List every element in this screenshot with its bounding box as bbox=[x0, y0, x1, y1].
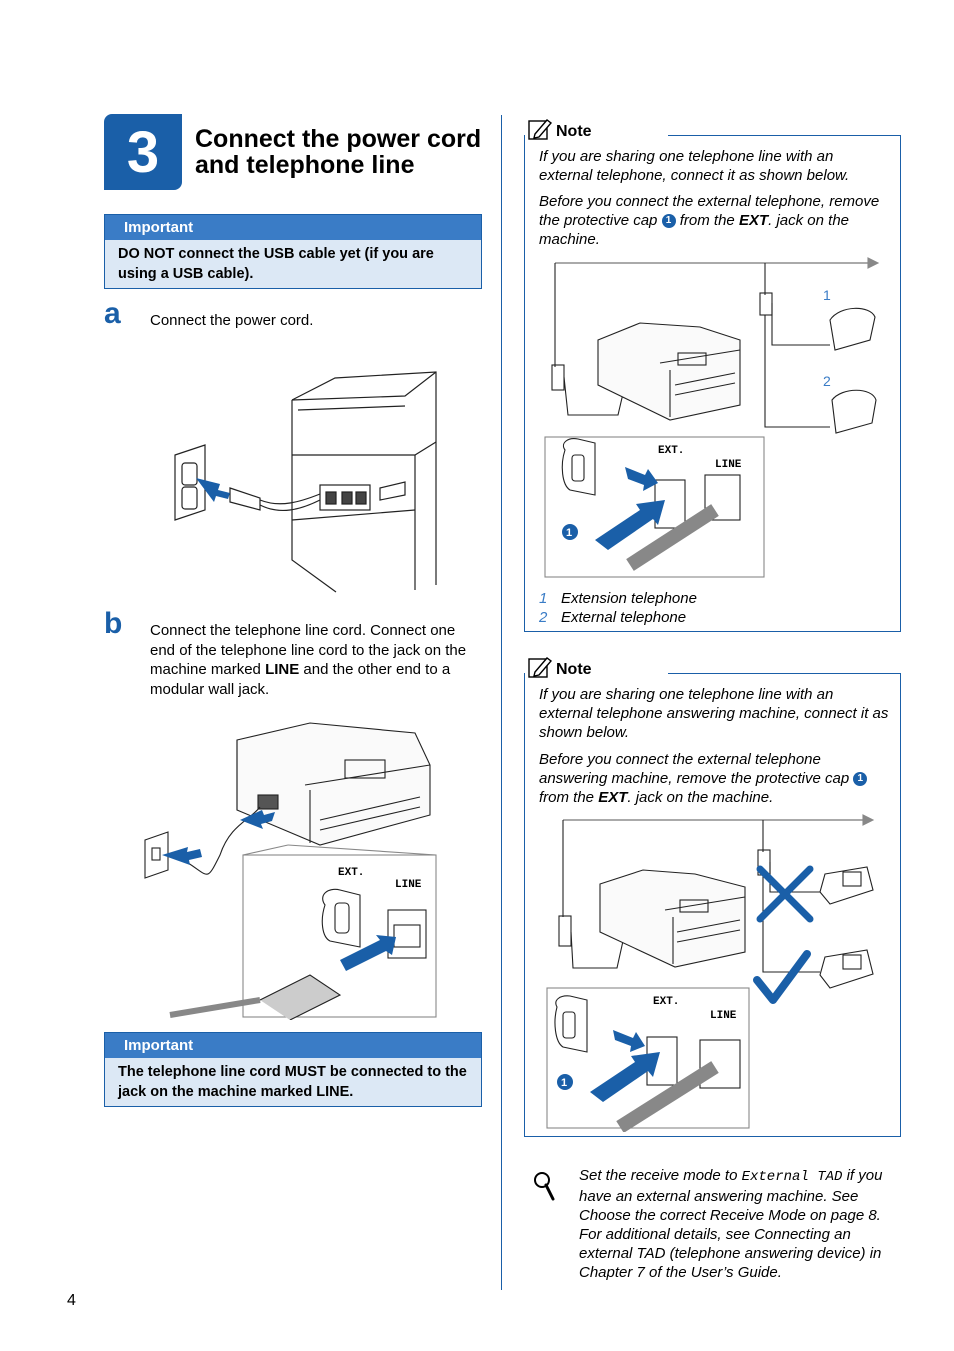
substep-letter-b: b bbox=[104, 607, 123, 640]
important-box-usb bbox=[104, 214, 482, 289]
callout-external-telephone: 2 bbox=[823, 373, 831, 389]
substep-b-text-part1: Connect the telephone line cord. Connect one end of the telephone line cord to the jack on the machine marked bbox=[150, 622, 467, 678]
legend-text: Extension telephone bbox=[561, 590, 697, 607]
column-divider bbox=[501, 115, 502, 1290]
note-para-2-part3: . jack on the machine. bbox=[627, 789, 774, 806]
tip-receive-mode: External TAD bbox=[741, 1169, 843, 1185]
figure-legend bbox=[539, 589, 697, 627]
callout-1-icon: 1 bbox=[662, 214, 676, 228]
note-para-2 bbox=[539, 750, 889, 807]
substep-b-text-part2: and the other end to a modular wall jack. bbox=[150, 661, 451, 698]
substep-a-text: Connect the power cord. bbox=[150, 312, 314, 329]
note-label: Note bbox=[556, 123, 592, 140]
legend-text: External telephone bbox=[561, 609, 687, 626]
important-text: The telephone line cord MUST be connected to the jack on the machine marked LINE. bbox=[118, 1064, 467, 1100]
important-box-line bbox=[104, 1032, 482, 1107]
svg-text:1: 1 bbox=[566, 527, 573, 539]
telephone-line-illustration bbox=[140, 715, 440, 1020]
step-number-badge: 3 bbox=[104, 114, 182, 190]
note-ext-bold: EXT bbox=[738, 212, 769, 229]
tip-text-part1: Set the receive mode to bbox=[579, 1167, 742, 1184]
answering-machine-diagram bbox=[545, 812, 880, 1132]
legend-number: 1 bbox=[539, 590, 548, 607]
substep-letter-a: a bbox=[104, 297, 121, 330]
important-text: DO NOT connect the USB cable yet (if you are using a USB cable). bbox=[118, 246, 434, 282]
ext-jack-label: EXT. bbox=[658, 445, 685, 457]
important-heading: Important bbox=[105, 215, 481, 240]
step-title: Connect the power cord and telephone line bbox=[195, 125, 482, 179]
tip-text bbox=[579, 1166, 889, 1282]
note-para-2-part1: Before you connect the external telephone, remove the protective cap bbox=[539, 193, 880, 229]
line-jack-label: LINE bbox=[710, 1010, 737, 1022]
tip-text-part2: if you have an external answering machine. See Choose the correct Receive Mode on page 8. For additional details, see Connecting an external TAD (telephone answering device) in Chapter 7 of the User’s Guide. bbox=[579, 1167, 883, 1281]
page-number: 4 bbox=[67, 1292, 76, 1309]
note-para-2-part1: Before you connect the external telephone answering machine, remove the protective cap bbox=[539, 751, 854, 787]
note-label: Note bbox=[556, 661, 592, 678]
line-jack-label: LINE bbox=[395, 879, 422, 891]
power-cord-illustration bbox=[170, 360, 440, 595]
legend-number: 2 bbox=[539, 609, 548, 626]
legend-item bbox=[539, 608, 697, 627]
important-heading: Important bbox=[105, 1033, 481, 1058]
magnifier-icon bbox=[532, 1170, 556, 1202]
note-para-2-part3: . jack on the machine. bbox=[539, 212, 850, 248]
note-para-2-part2: from the bbox=[675, 212, 739, 229]
callout-extension-telephone: 1 bbox=[823, 287, 831, 303]
svg-text:1: 1 bbox=[561, 1077, 568, 1089]
substep-b-text bbox=[150, 621, 480, 699]
substep-b-line-bold: LINE bbox=[265, 661, 300, 678]
legend-item bbox=[539, 589, 697, 608]
note-ext-bold: EXT bbox=[598, 789, 628, 806]
note-para-1: If you are sharing one telephone line with an external telephone answering machine, connect it as shown below. bbox=[539, 686, 889, 741]
ext-jack-label: EXT. bbox=[338, 867, 365, 879]
note-para-2 bbox=[539, 192, 889, 249]
callout-1-icon: 1 bbox=[853, 772, 867, 786]
line-jack-label: LINE bbox=[715, 459, 742, 471]
external-telephone-diagram bbox=[540, 255, 885, 580]
ext-jack-label: EXT. bbox=[653, 996, 680, 1008]
note-para-1: If you are sharing one telephone line with an external telephone, connect it as shown below. bbox=[539, 148, 850, 184]
note-para-2-part2: from the bbox=[539, 789, 599, 806]
